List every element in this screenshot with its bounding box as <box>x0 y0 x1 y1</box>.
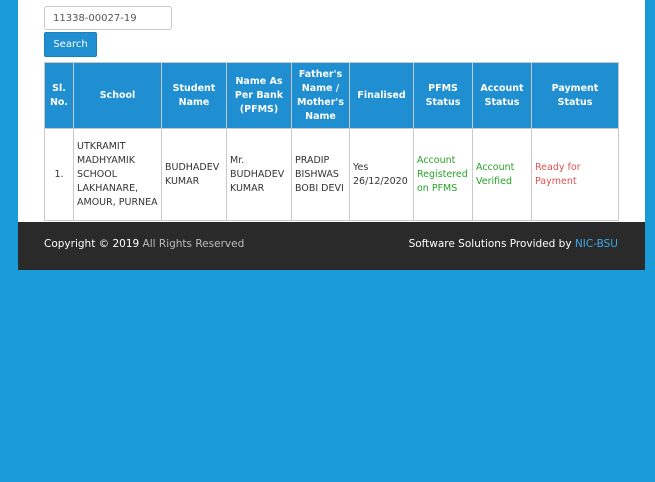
cell-bank-name: Mr. BUDHADEV KUMAR <box>227 129 292 221</box>
header-payment-status: Payment Status <box>532 63 619 129</box>
cell-sl-no: 1. <box>45 129 74 221</box>
header-finalised: Finalised <box>350 63 414 129</box>
provided-by-text: Software Solutions Provided by <box>408 238 572 250</box>
header-sl-no: Sl. No. <box>45 63 74 129</box>
cell-parent-name: PRADIP BISHWAS BOBI DEVI <box>292 129 350 221</box>
footer-credits <box>409 238 618 250</box>
table-header-row <box>45 63 619 129</box>
content-panel <box>18 0 645 222</box>
cell-school: UTKRAMIT MADHYAMIK SCHOOL LAKHANARE, AMOUR, PURNEA <box>74 129 162 221</box>
footer-copyright <box>44 238 244 250</box>
rights-text: All Rights Reserved <box>142 238 245 250</box>
header-school: School <box>74 63 162 129</box>
provider-link[interactable]: NIC-BSU <box>574 238 618 250</box>
search-input[interactable] <box>44 6 172 30</box>
table-row <box>45 129 619 221</box>
header-pfms-status: PFMS Status <box>414 63 473 129</box>
results-table <box>44 62 619 221</box>
header-parent-name: Father's Name / Mother's Name <box>292 63 350 129</box>
cell-finalised: Yes 26/12/2020 <box>350 129 414 221</box>
header-student-name: Student Name <box>162 63 227 129</box>
header-bank-name: Name As Per Bank (PFMS) <box>227 63 292 129</box>
header-account-status: Account Status <box>473 63 532 129</box>
cell-student-name: BUDHADEV KUMAR <box>162 129 227 221</box>
cell-pfms-status: Account Registered on PFMS <box>414 129 473 221</box>
cell-payment-status: Ready for Payment <box>532 129 619 221</box>
copyright-text: Copyright © 2019 <box>44 238 140 250</box>
cell-account-status: Account Verified <box>473 129 532 221</box>
search-button[interactable]: Search <box>44 32 97 57</box>
footer <box>18 222 645 270</box>
